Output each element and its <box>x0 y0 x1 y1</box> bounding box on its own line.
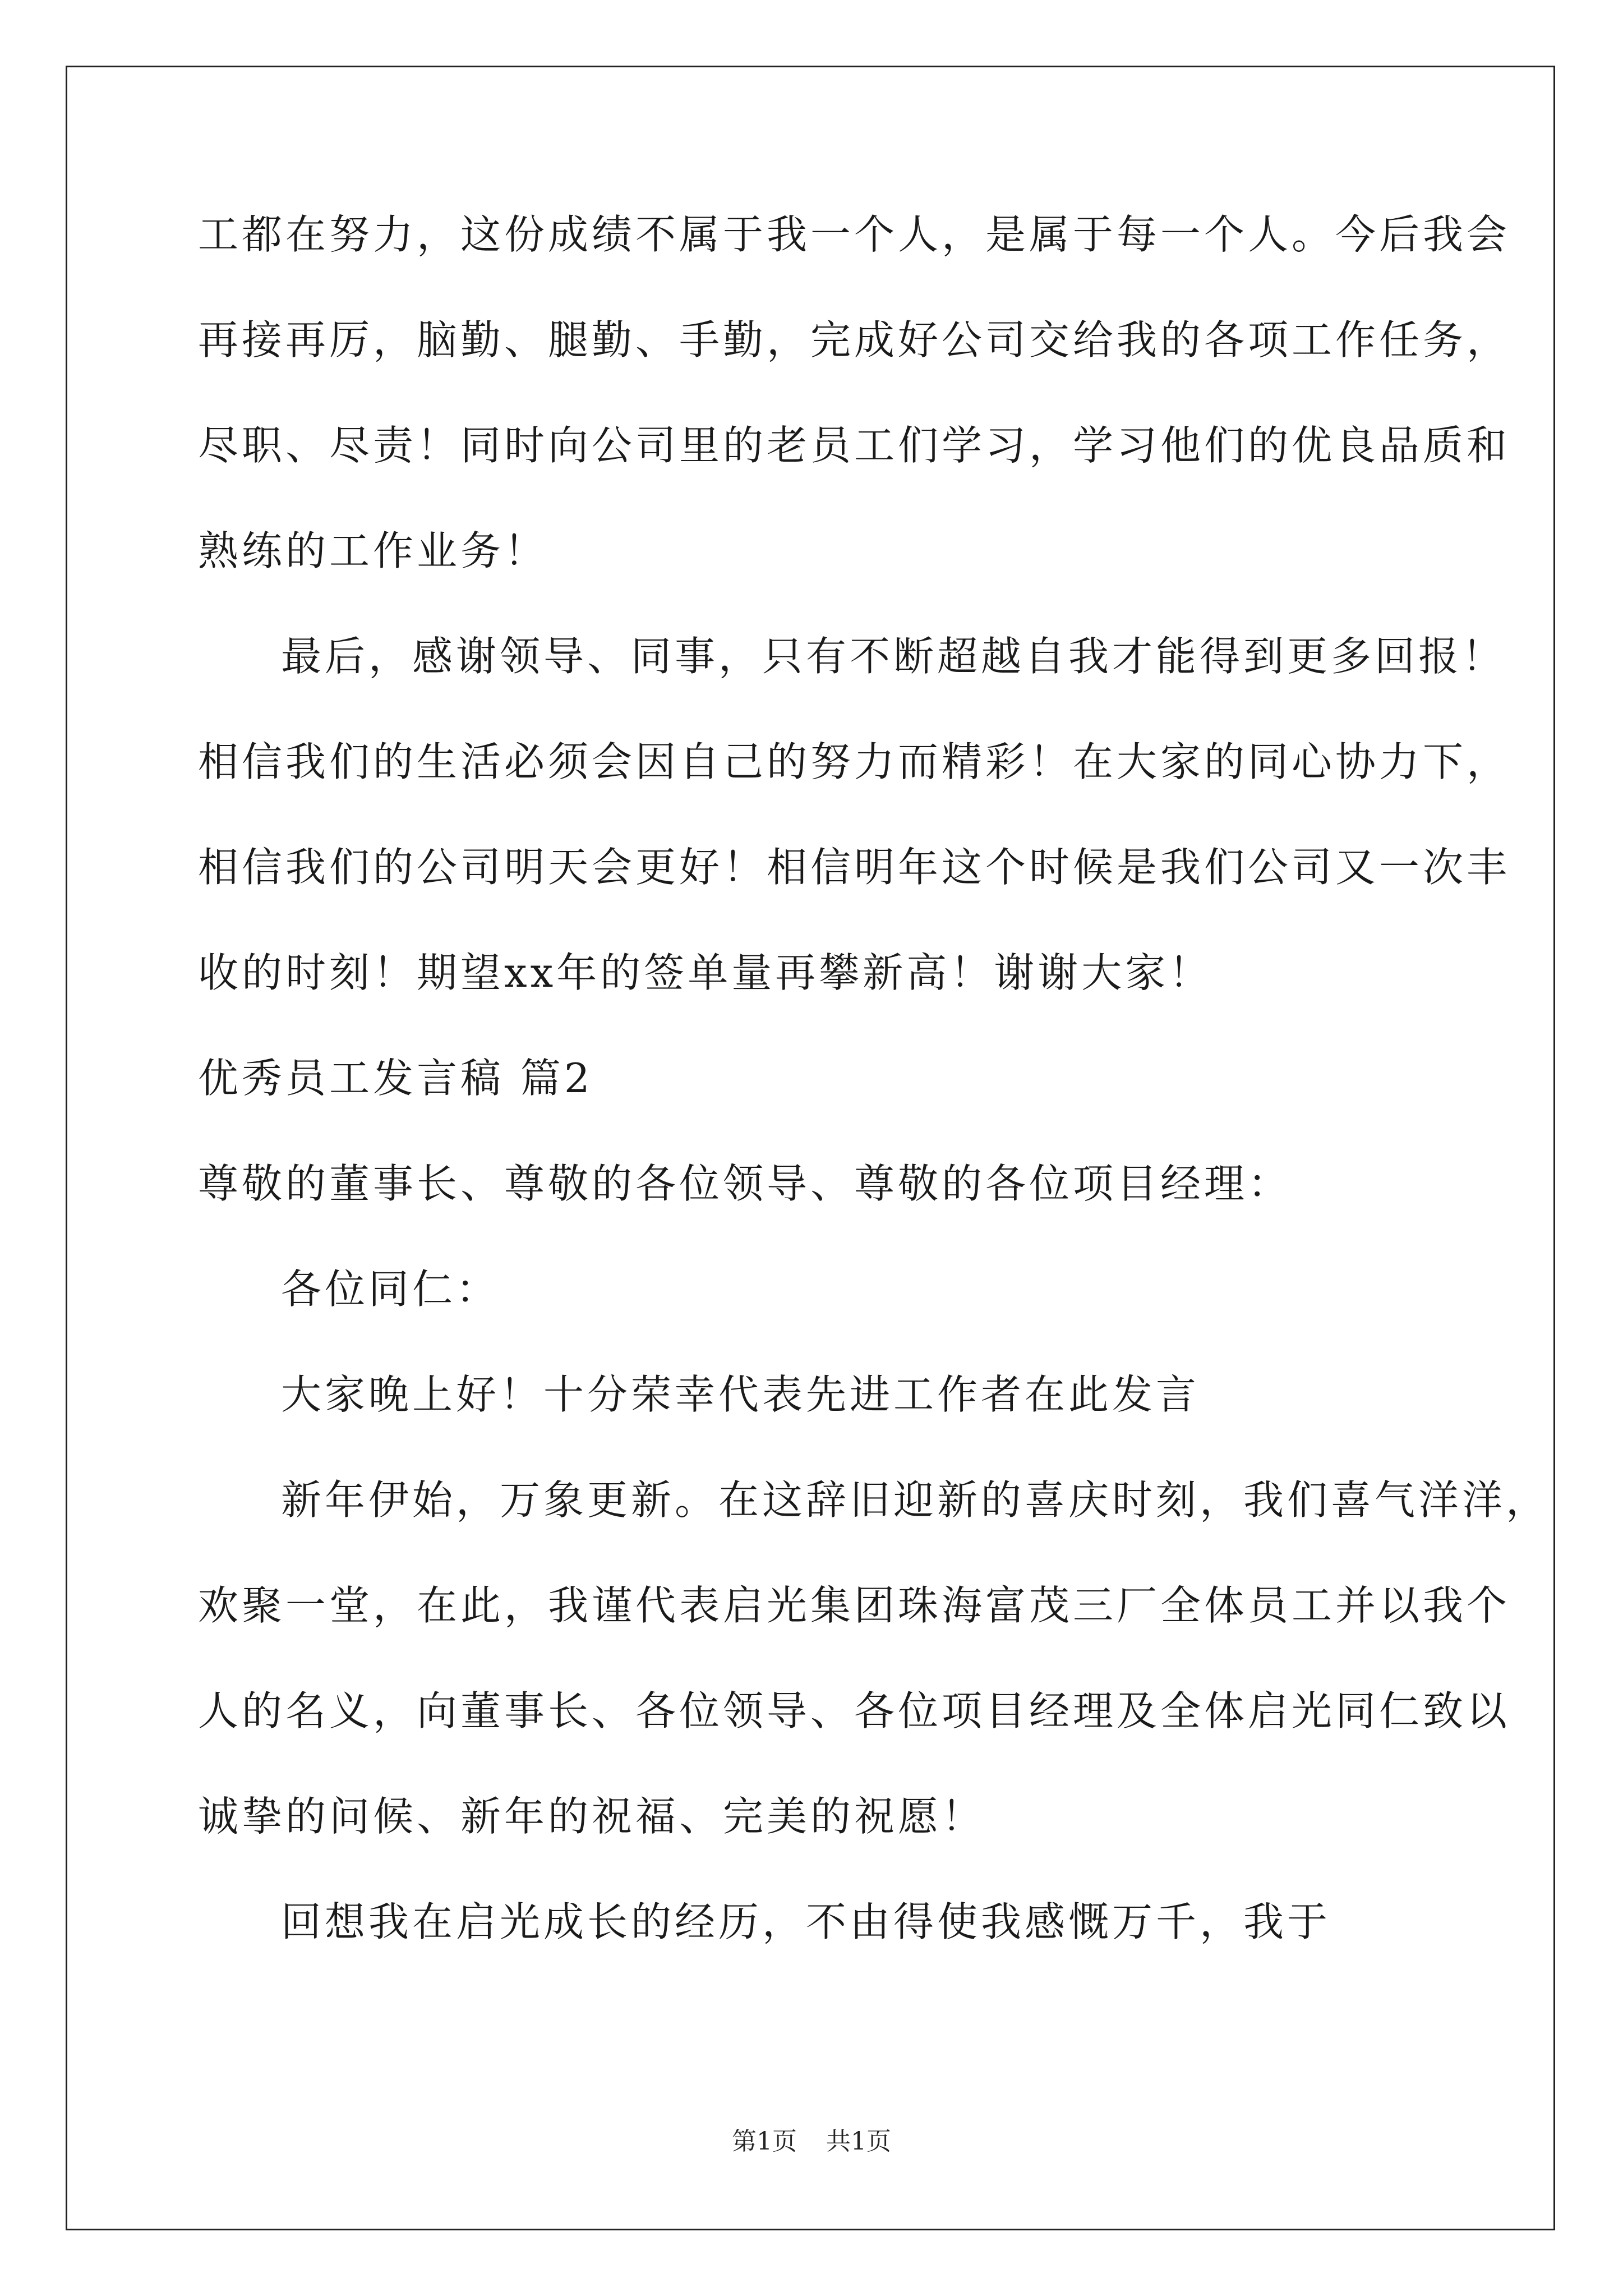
paragraph-line: 回想我在启光成长的经历，不由得使我感慨万千，我于 <box>281 1898 1331 1945</box>
page-total: 共1页 <box>826 2127 891 2156</box>
paragraph-line: 收的时刻！期望xx年的签单量再攀新高！谢谢大家！ <box>198 949 1213 996</box>
paragraph-line: 最后，感谢领导、同事，只有不断超越自我才能得到更多回报！ <box>281 633 1506 680</box>
paragraph-line: 尽职、尽责！同时向公司里的老员工们学习，学习他们的优良品质和 <box>198 422 1511 469</box>
paragraph-line: 人的名义，向董事长、各位领导、各位项目经理及全体启光同仁致以 <box>198 1687 1511 1734</box>
paragraph-line: 工都在努力，这份成绩不属于我一个人，是属于每一个人。今后我会 <box>198 211 1511 258</box>
paragraph-line: 大家晚上好！十分荣幸代表先进工作者在此发言 <box>281 1371 1200 1418</box>
paragraph-line: 欢聚一堂，在此，我谨代表启光集团珠海富茂三厂全体员工并以我个 <box>198 1582 1511 1629</box>
paragraph-line: 相信我们的公司明天会更好！相信明年这个时候是我们公司又一次丰 <box>198 844 1511 891</box>
paragraph-line: 新年伊始，万象更新。在这辞旧迎新的喜庆时刻，我们喜气洋洋， <box>281 1476 1550 1524</box>
page-number: 第1页 <box>732 2127 797 2156</box>
paragraph-line: 熟练的工作业务！ <box>198 527 548 574</box>
page-footer <box>0 2125 1623 2159</box>
paragraph-line: 再接再厉，脑勤、腿勤、手勤，完成好公司交给我的各项工作任务， <box>198 316 1511 364</box>
paragraph-line: 相信我们的生活必须会因自己的努力而精彩！在大家的同心协力下， <box>198 738 1511 785</box>
salutation-line: 各位同仁： <box>281 1266 500 1313</box>
paragraph-line: 诚挚的问候、新年的祝福、完美的祝愿！ <box>198 1793 986 1840</box>
salutation-line: 尊敬的董事长、尊敬的各位领导、尊敬的各位项目经理： <box>198 1160 1292 1207</box>
section-heading: 优秀员工发言稿 篇2 <box>198 1055 593 1102</box>
